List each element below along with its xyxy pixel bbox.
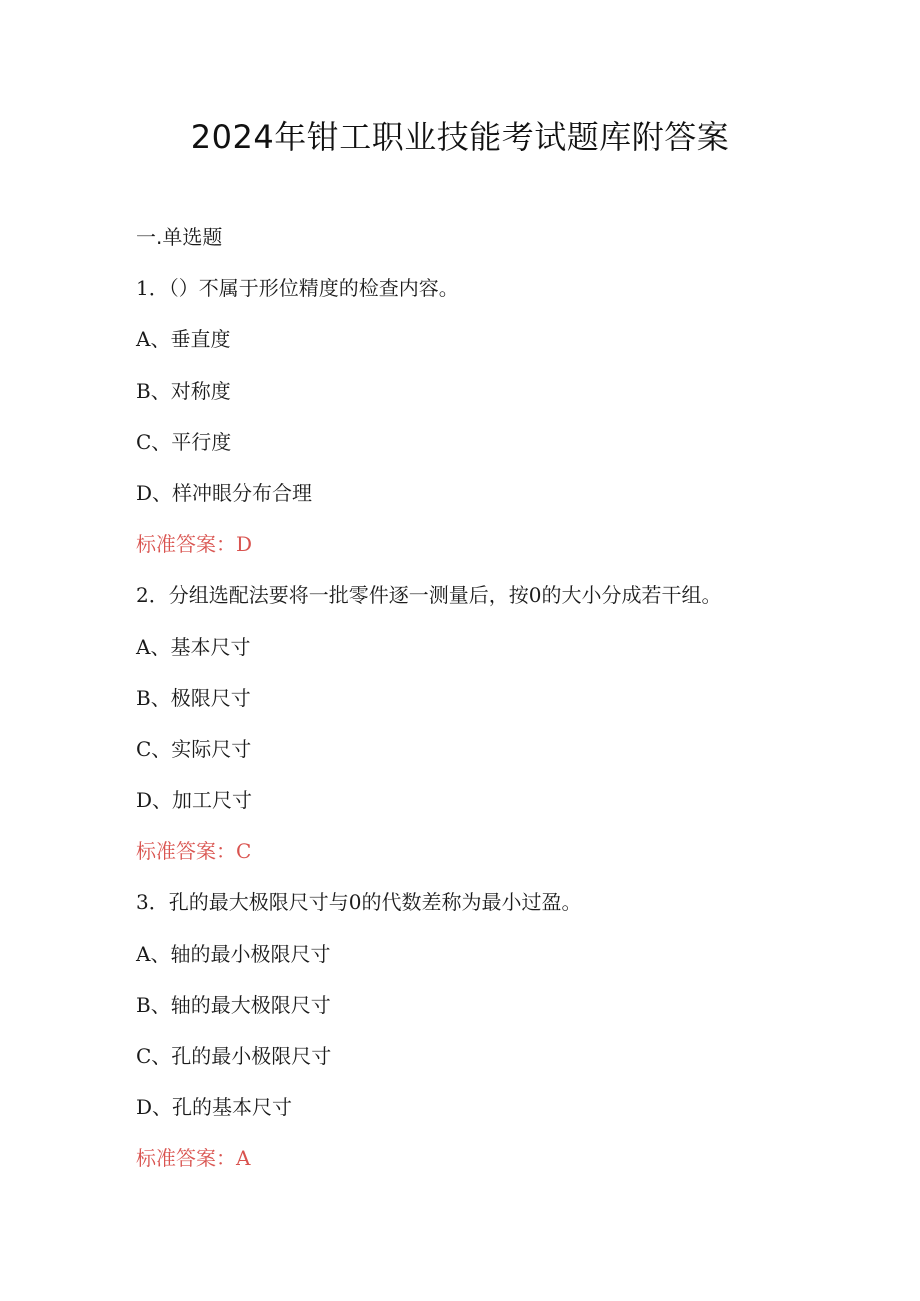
answer-line <box>136 834 836 885</box>
answer-label: 标准答案： <box>136 1146 236 1171</box>
question-stem: 3．孔的最大极限尺寸与0的代数差称为最小过盈。 <box>136 890 582 915</box>
answer-label: 标准答案： <box>136 532 236 557</box>
answer-line <box>136 1141 836 1192</box>
question-stem: 2．分组选配法要将一批零件逐一测量后，按0的大小分成若干组。 <box>136 583 722 608</box>
document-body <box>136 220 836 1193</box>
document-title: 2024年钳工职业技能考试题库附答案 <box>190 118 730 156</box>
question-block <box>136 271 836 578</box>
answer-line <box>136 527 836 578</box>
question-option: D、孔的基本尺寸 <box>136 1095 293 1120</box>
question-option: B、轴的最大极限尺寸 <box>136 992 331 1017</box>
answer-label: 标准答案： <box>136 839 236 864</box>
answer-value: A <box>236 1146 251 1171</box>
question-stem: 1．（）不属于形位精度的检查内容。 <box>136 276 459 301</box>
answer-value: C <box>236 839 252 864</box>
question-option: D、样冲眼分布合理 <box>136 480 313 505</box>
section-heading: 一.单选题 <box>136 225 223 249</box>
question-option: C、孔的最小极限尺寸 <box>136 1044 332 1068</box>
question-option: B、极限尺寸 <box>136 685 251 710</box>
question-option: A、垂直度 <box>136 327 231 352</box>
question-option: A、基本尺寸 <box>136 634 251 659</box>
question-option: A、轴的最小极限尺寸 <box>136 941 331 966</box>
question-option: B、对称度 <box>136 378 231 403</box>
question-option: C、平行度 <box>136 429 232 454</box>
question-option: C、实际尺寸 <box>136 736 252 761</box>
question-block <box>136 578 836 885</box>
answer-value: D <box>236 532 253 557</box>
question-option: D、加工尺寸 <box>136 788 253 813</box>
question-block <box>136 885 836 1192</box>
